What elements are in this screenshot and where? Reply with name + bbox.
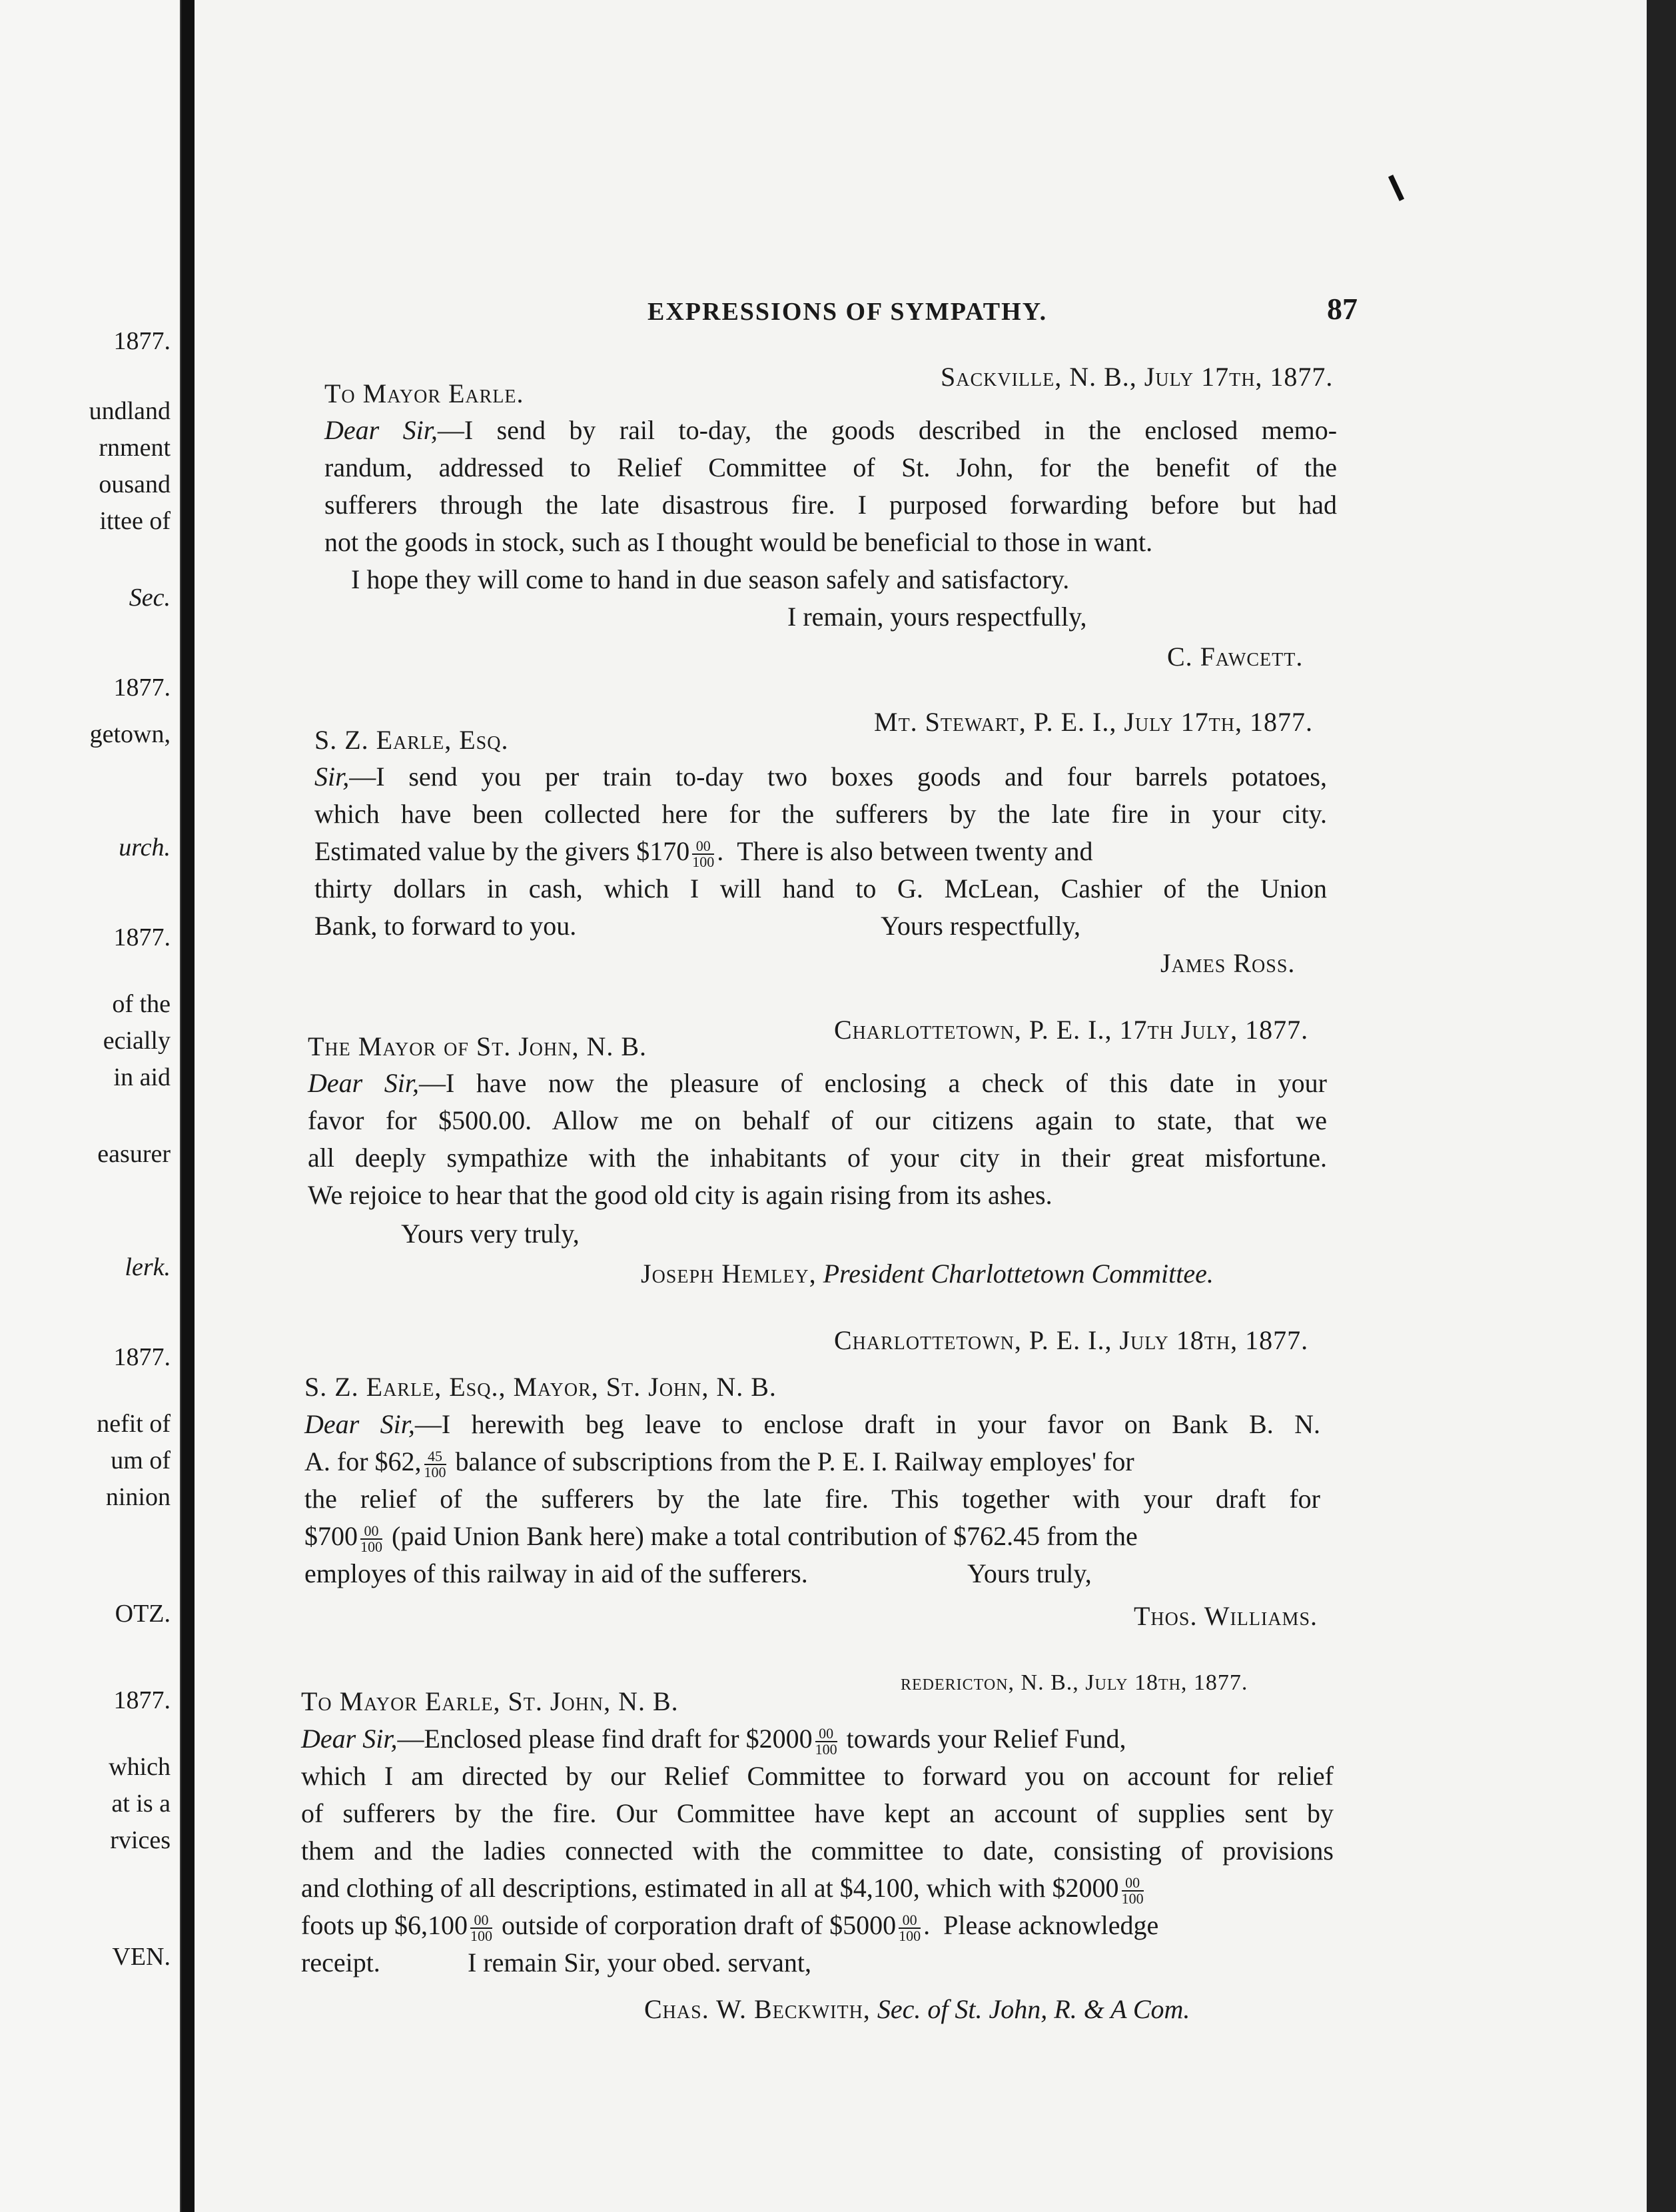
fraction: $\frac{00}{100}$ [899, 1911, 921, 1944]
left-page-fragment [0, 0, 182, 2212]
closing: Yours respectfully, [881, 911, 1080, 941]
left-page-text: getown, [89, 720, 171, 748]
ink-mark [1388, 175, 1404, 201]
left-page-text: ecially [103, 1027, 171, 1055]
right-edge [1647, 0, 1676, 2212]
page [195, 0, 1647, 2212]
left-page-text: VEN. [112, 1943, 171, 1971]
left-page-text: in aid [113, 1063, 171, 1091]
salutee: S. Z. Earle, Esq. [314, 725, 509, 755]
left-page-text: 1877. [113, 1686, 171, 1714]
signature: Chas. W. Beckwith, Sec. of St. John, R. & A Com. [644, 1994, 1190, 2024]
left-page-text: lerk. [125, 1253, 171, 1281]
dateline: Charlottetown, P. E. I., 17th July, 1877. [834, 1015, 1309, 1045]
left-page-text: urch. [119, 833, 171, 861]
left-page-text: 1877. [113, 1343, 171, 1371]
letter-line: of sufferers by the fire. Our Committee have kept an account of supplies sent by [301, 1798, 1334, 1828]
letter-line: Bank, to forward to you. [314, 911, 577, 941]
letter-line: I hope they will come to hand in due season safely and satisfactory. [351, 564, 1070, 594]
left-page-text: Sec. [129, 584, 171, 612]
left-page-text: OTZ. [115, 1600, 171, 1628]
letter-line: We rejoice to hear that the good old city is again rising from its ashes. [308, 1180, 1052, 1210]
letter-line: which have been collected here for the sufferers by the late fire in your city. [314, 799, 1327, 829]
running-head: EXPRESSIONS OF SYMPATHY. [647, 298, 1048, 326]
dateline: Charlottetown, P. E. I., July 18th, 1877. [834, 1325, 1309, 1355]
fraction: $\frac{00}{100}$ [470, 1911, 492, 1944]
fraction: $\frac{00}{100}$ [360, 1522, 382, 1555]
letter-line: favor for $500.00. Allow me on behalf of our citizens again to state, that we [308, 1105, 1327, 1135]
letter-line: Dear Sir,—Enclosed please find draft for $2000 $\frac{00}{100}$ towards your Relief Fund, [301, 1724, 1126, 1758]
left-page-text: 1877. [113, 674, 171, 702]
letter-line: which I am directed by our Relief Committee to forward you on account for relief [301, 1761, 1334, 1791]
letter-line: thirty dollars in cash, which I will hand to G. McLean, Cashier of the Union [314, 873, 1327, 903]
salutee: To Mayor Earle. [324, 378, 524, 408]
dateline: Mt. Stewart, P. E. I., July 17th, 1877. [874, 707, 1313, 737]
letter-line: and clothing of all descriptions, estimated in all at $4,100, which with $2000 $\frac{00}{100}$ [301, 1873, 1144, 1907]
letter-line: sufferers through the late disastrous fire. I purposed forwarding before but had [324, 490, 1337, 520]
left-page-text: rnment [99, 434, 171, 462]
letter-line: not the goods in stock, such as I thought would be beneficial to those in want. [324, 527, 1153, 557]
letter-line: receipt. [301, 1947, 380, 1977]
letter-line: Dear Sir,—I herewith beg leave to enclose draft in your favor on Bank B. N. [304, 1409, 1321, 1439]
letter-line: randum, addressed to Relief Committee of St. John, for the benefit of the [324, 452, 1337, 482]
fraction: $\frac{45}{100}$ [424, 1447, 446, 1480]
dateline: Sackville, N. B., July 17th, 1877. [941, 362, 1334, 392]
closing: I remain Sir, your obed. servant, [468, 1947, 812, 1977]
page-number: 87 [1327, 292, 1358, 326]
left-page-text: ousand [99, 470, 171, 498]
left-page-text: which [109, 1753, 171, 1781]
signature: James Ross. [1160, 948, 1296, 978]
salutee: S. Z. Earle, Esq., Mayor, St. John, N. B. [304, 1372, 777, 1402]
signature: Joseph Hemley, President Charlottetown Committee. [641, 1259, 1214, 1289]
left-page-text: 1877. [113, 923, 171, 951]
letter-line: them and the ladies connected with the committee to date, consisting of provisions [301, 1836, 1334, 1866]
salutee: The Mayor of St. John, N. B. [308, 1031, 647, 1061]
left-page-text: 1877. [113, 327, 171, 355]
left-page-text: ittee of [99, 507, 171, 535]
letter-line: Dear Sir,—I have now the pleasure of enclosing a check of this date in your [308, 1068, 1328, 1098]
book-gutter [181, 0, 195, 2212]
left-page-text: at is a [111, 1790, 171, 1818]
letter-line: the relief of the sufferers by the late fire. This together with your draft for [304, 1484, 1320, 1514]
letter-line: Estimated value by the givers $170 $\frac{00}{100}$ . There is also between twenty and [314, 836, 1093, 870]
salutee: To Mayor Earle, St. John, N. B. [301, 1686, 679, 1716]
letter-line: foots up $6,100 $\frac{00}{100}$ outside of corporation draft of $5000 $\frac{00}{100}$ . Please acknowledge [301, 1910, 1159, 1944]
closing: Yours truly, [967, 1558, 1092, 1588]
left-page-text: undland [89, 397, 171, 425]
letter-line: employes of this railway in aid of the sufferers. [304, 1558, 808, 1588]
fraction: $\frac{00}{100}$ [1121, 1874, 1144, 1907]
signature: C. Fawcett. [1167, 642, 1304, 672]
letter-line: all deeply sympathize with the inhabitants of your city in their great misfortune. [308, 1143, 1327, 1173]
closing: I remain, yours respectfully, [787, 602, 1087, 632]
closing: Yours very truly, [401, 1219, 580, 1249]
left-page-text: ninion [105, 1483, 171, 1511]
left-page-text: easurer [97, 1140, 171, 1168]
letter-line: Sir,—I send you per train to-day two boxes goods and four barrels potatoes, [314, 762, 1327, 792]
left-page-text: nefit of [97, 1410, 171, 1438]
left-page-text: rvices [110, 1826, 171, 1854]
letter-line: A. for $62, $\frac{45}{100}$ balance of subscriptions from the P. E. I. Railway employes' for [304, 1446, 1134, 1480]
dateline: redericton, N. B., July 18th, 1877. [901, 1670, 1248, 1695]
left-page-text: um of [111, 1446, 171, 1474]
fraction: $\frac{00}{100}$ [692, 837, 715, 870]
left-page-text: of the [112, 990, 171, 1018]
signature: Thos. Williams. [1134, 1601, 1318, 1631]
letter-line: $700 $\frac{00}{100}$ (paid Union Bank here) make a total contribution of $762.45 from the [304, 1521, 1138, 1555]
fraction: $\frac{00}{100}$ [815, 1724, 837, 1758]
letter-line: Dear Sir,—I send by rail to-day, the goods described in the enclosed memo- [324, 415, 1338, 445]
